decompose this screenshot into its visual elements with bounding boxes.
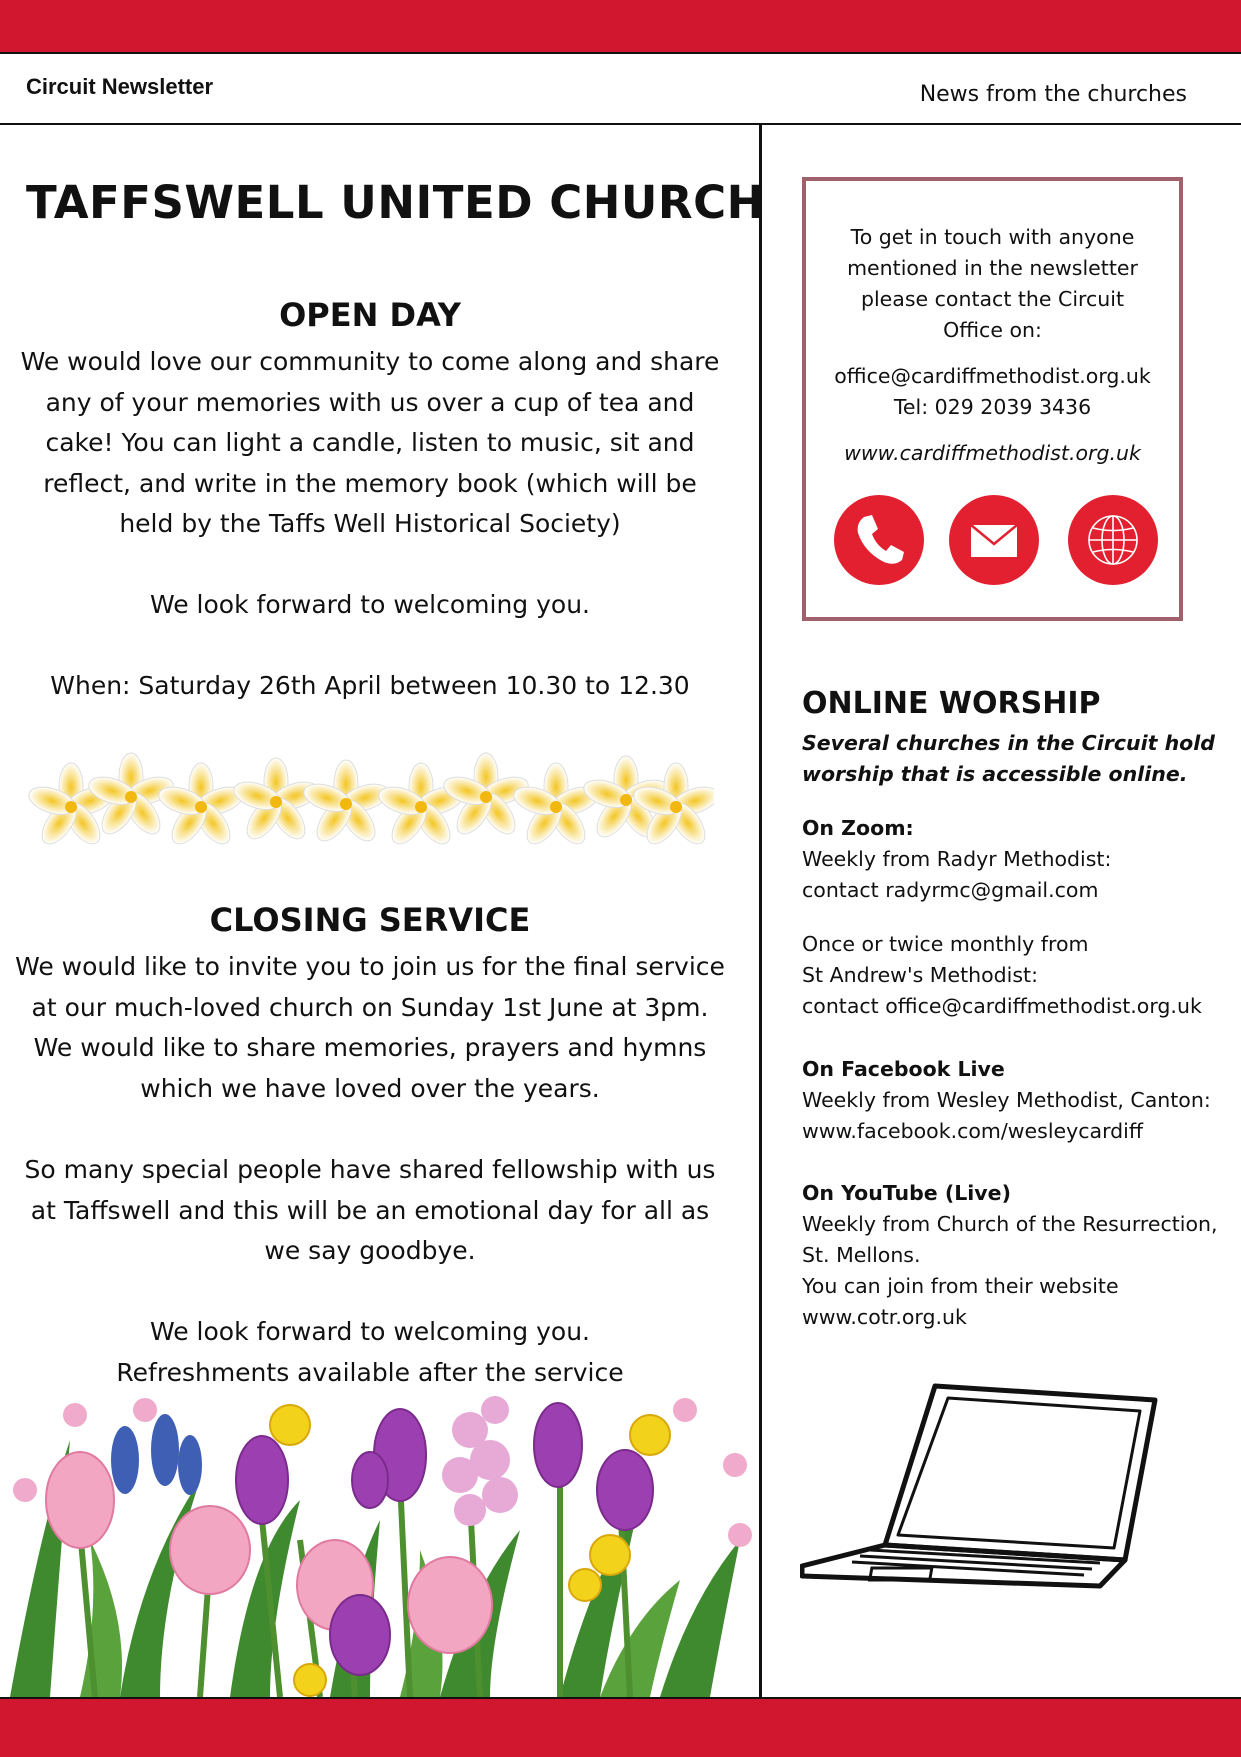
subtitle-line: Several churches in the Circuit hold [802, 731, 1215, 755]
bottom-red-band [0, 1697, 1241, 1757]
open-day-heading: OPEN DAY [279, 296, 461, 334]
closing-line: we say goodbye. [264, 1236, 476, 1265]
zoom-label: On Zoom: [802, 816, 914, 840]
closing-line: which we have loved over the years. [140, 1073, 600, 1103]
newsletter-tagline: News from the churches [919, 82, 1187, 107]
closing-line: We would like to share memories, prayers and hymns [33, 1033, 707, 1062]
newsletter-name: Circuit Newsletter [26, 74, 214, 99]
facebook-line: www.facebook.com/wesleycardiff [802, 1119, 1144, 1143]
contact-intro-line: mentioned in the newsletter [847, 256, 1138, 280]
zoom-section [802, 813, 1232, 906]
closing-service-text-2 [12, 1150, 728, 1272]
zoom-section-2 [802, 929, 1232, 1022]
youtube-line: Weekly from Church of the Resurrection, [802, 1212, 1218, 1236]
church-title: TAFFSWELL UNITED CHURCH [26, 176, 765, 229]
youtube-line: www.cotr.org.uk [802, 1305, 967, 1329]
globe-icon[interactable] [1068, 495, 1158, 585]
contact-intro-line: To get in touch with anyone [850, 225, 1135, 249]
contact-intro-line: Office on: [943, 318, 1042, 342]
laptop-icon [800, 1380, 1160, 1596]
facebook-label: On Facebook Live [802, 1057, 1005, 1081]
open-day-welcome: We look forward to welcoming you. [149, 590, 591, 619]
youtube-section [802, 1178, 1232, 1333]
open-day-line: any of your memories with us over a cup of tea and [45, 387, 695, 417]
online-worship-title: ONLINE WORSHIP [802, 686, 1101, 721]
closing-line: at Taffswell and this will be an emotional day for all as [30, 1195, 710, 1225]
mail-icon[interactable] [949, 495, 1039, 585]
youtube-label: On YouTube (Live) [802, 1181, 1011, 1205]
zoom-line: St Andrew's Methodist: [802, 963, 1038, 987]
zoom-line: Once or twice monthly from [802, 932, 1089, 956]
zoom-line: contact office@cardiffmethodist.org.uk [802, 994, 1202, 1018]
closing-line: We would like to invite you to join us for the final service [15, 952, 725, 981]
youtube-line: You can join from their website [802, 1274, 1119, 1298]
column-divider [759, 125, 762, 1697]
closing-welcome: We look forward to welcoming you. [149, 1317, 591, 1346]
open-day-line: We would love our community to come along and share [20, 347, 720, 376]
zoom-line: contact radyrmc@gmail.com [802, 878, 1099, 902]
open-day-text [12, 342, 728, 545]
facebook-section [802, 1054, 1232, 1147]
closing-service-text [12, 947, 728, 1109]
online-worship-subtitle [802, 728, 1222, 790]
zoom-line: Weekly from Radyr Methodist: [802, 847, 1112, 871]
phone-icon[interactable] [834, 495, 924, 585]
contact-intro-line: please contact the Circuit [860, 287, 1125, 311]
contact-box [802, 177, 1183, 621]
open-day-when: When: Saturday 26th April between 10.30 to 12.30 [50, 671, 690, 700]
spring-flowers-image [0, 1380, 759, 1697]
closing-line: So many special people have shared fellowship with us [24, 1155, 716, 1184]
youtube-line: St. Mellons. [802, 1243, 921, 1267]
contact-email[interactable]: office@cardiffmethodist.org.uk [834, 364, 1151, 388]
closing-refreshments: Refreshments available after the service [116, 1357, 624, 1387]
open-day-line: reflect, and write in the memory book (which will be [43, 468, 697, 498]
closing-line: at our much-loved church on Sunday 1st June at 3pm. [31, 992, 709, 1022]
facebook-line: Weekly from Wesley Methodist, Canton: [802, 1088, 1211, 1112]
frangipani-flowers-image [26, 752, 714, 856]
contact-intro [806, 222, 1179, 346]
open-day-line: held by the Taffs Well Historical Society) [119, 509, 621, 538]
closing-service-heading: CLOSING SERVICE [209, 901, 531, 939]
open-day-line: cake! You can light a candle, listen to music, sit and [45, 428, 695, 457]
contact-website[interactable]: www.cardiffmethodist.org.uk [844, 441, 1141, 465]
contact-telephone[interactable]: Tel: 029 2039 3436 [893, 395, 1092, 419]
header-rule [0, 123, 1241, 125]
subtitle-line: worship that is accessible online. [802, 762, 1188, 786]
top-red-band [0, 0, 1241, 54]
